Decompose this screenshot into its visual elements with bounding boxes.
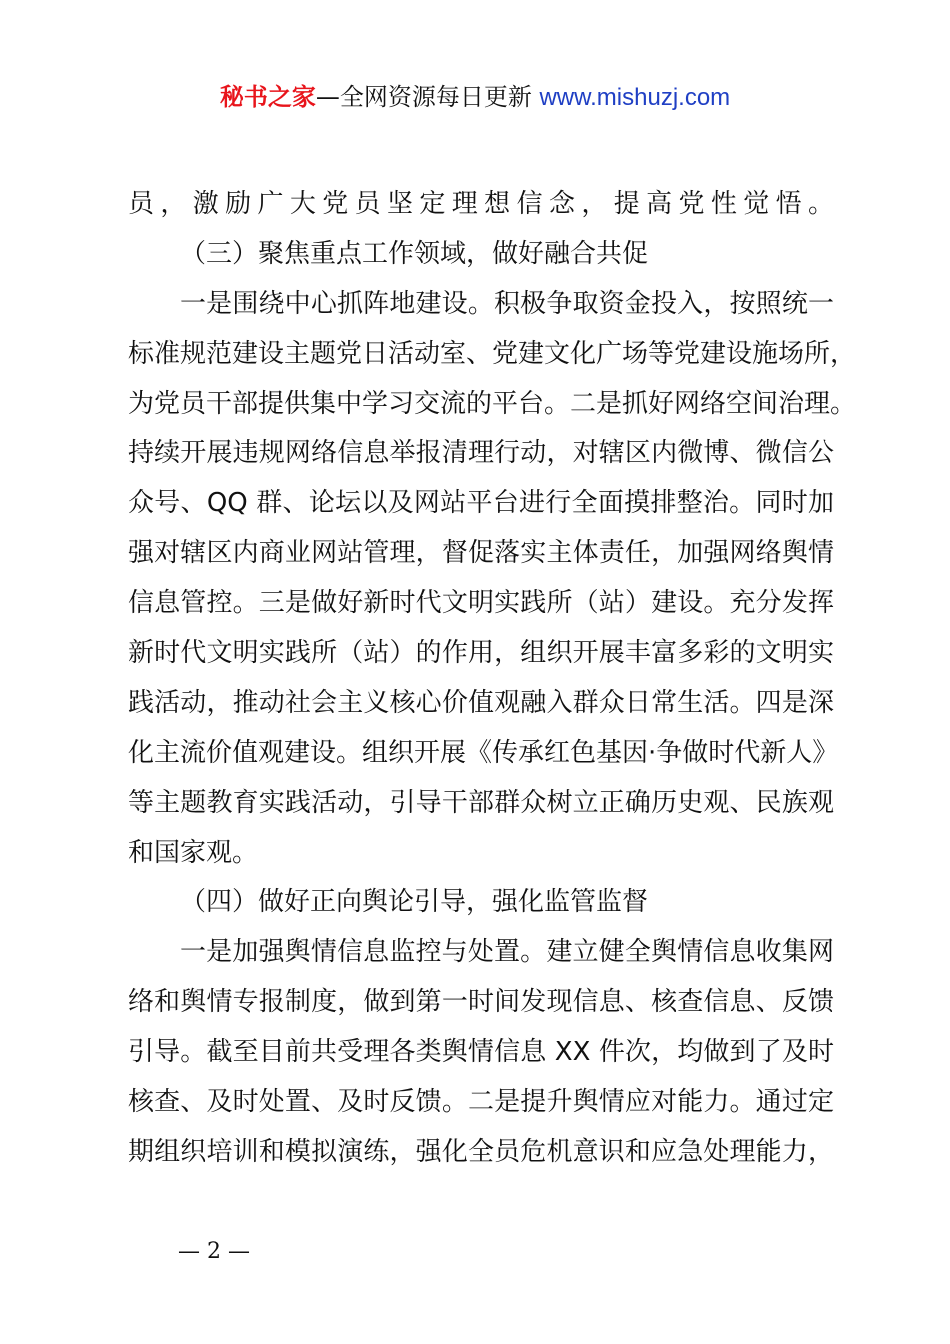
document-body — [128, 180, 857, 1178]
section-heading-3: （三）聚焦重点工作领域，做好融合共促 — [180, 238, 649, 269]
paragraph-line: 员，激励广大党员坚定理想信念，提高党性觉悟。 — [128, 189, 834, 219]
paragraph-line: 一是加强舆情信息监控与处置。建立健全舆情信息收集网 — [180, 937, 834, 968]
paragraph-line: 标准规范建设主题党日活动室、党建文化广场等党建设施场所， — [128, 338, 857, 369]
paragraph-line: 络和舆情专报制度，做到第一时间发现信息、核查信息、反馈 — [128, 987, 834, 1018]
site-brand: 秘书之家 — [219, 83, 316, 111]
paragraph-line: 引导。截至目前共受理各类舆情信息 XX 件次，均做到了及时 — [128, 1037, 834, 1068]
page-number: — 2 — — [178, 1239, 250, 1264]
site-tagline: —全网资源每日更新 — [315, 83, 532, 111]
site-header — [0, 80, 950, 115]
paragraph-line: 众号、QQ 群、论坛以及网站平台进行全面摸排整治。同时加 — [128, 488, 834, 519]
paragraph-line: 化主流价值观建设。组织开展《传承红色基因·争做时代新人》 — [128, 737, 839, 768]
paragraph-line: 和国家观。 — [128, 837, 259, 868]
site-url[interactable]: www.mishuzj.com — [539, 84, 731, 111]
paragraph-line: 为党员干部提供集中学习交流的平台。二是抓好网络空间治理。 — [128, 388, 857, 419]
paragraph-line: 等主题教育实践活动，引导干部群众树立正确历史观、民族观 — [128, 787, 834, 818]
paragraph-line: 期组织培训和模拟演练，强化全员危机意识和应急处理能力， — [128, 1136, 834, 1167]
paragraph-line: 新时代文明实践所（站）的作用，组织开展丰富多彩的文明实 — [128, 638, 834, 669]
paragraph-line: 一是围绕中心抓阵地建设。积极争取资金投入，按照统一 — [180, 288, 834, 319]
paragraph-line: 核查、及时处置、及时反馈。二是提升舆情应对能力。通过定 — [128, 1087, 834, 1118]
section-heading-4: （四）做好正向舆论引导，强化监管监督 — [180, 887, 649, 918]
paragraph-line: 信息管控。三是做好新时代文明实践所（站）建设。充分发挥 — [128, 588, 834, 619]
paragraph-line: 持续开展违规网络信息举报清理行动，对辖区内微博、微信公 — [128, 438, 834, 469]
paragraph-line: 强对辖区内商业网站管理，督促落实主体责任，加强网络舆情 — [128, 538, 834, 569]
paragraph-line: 践活动，推动社会主义核心价值观融入群众日常生活。四是深 — [128, 687, 834, 718]
